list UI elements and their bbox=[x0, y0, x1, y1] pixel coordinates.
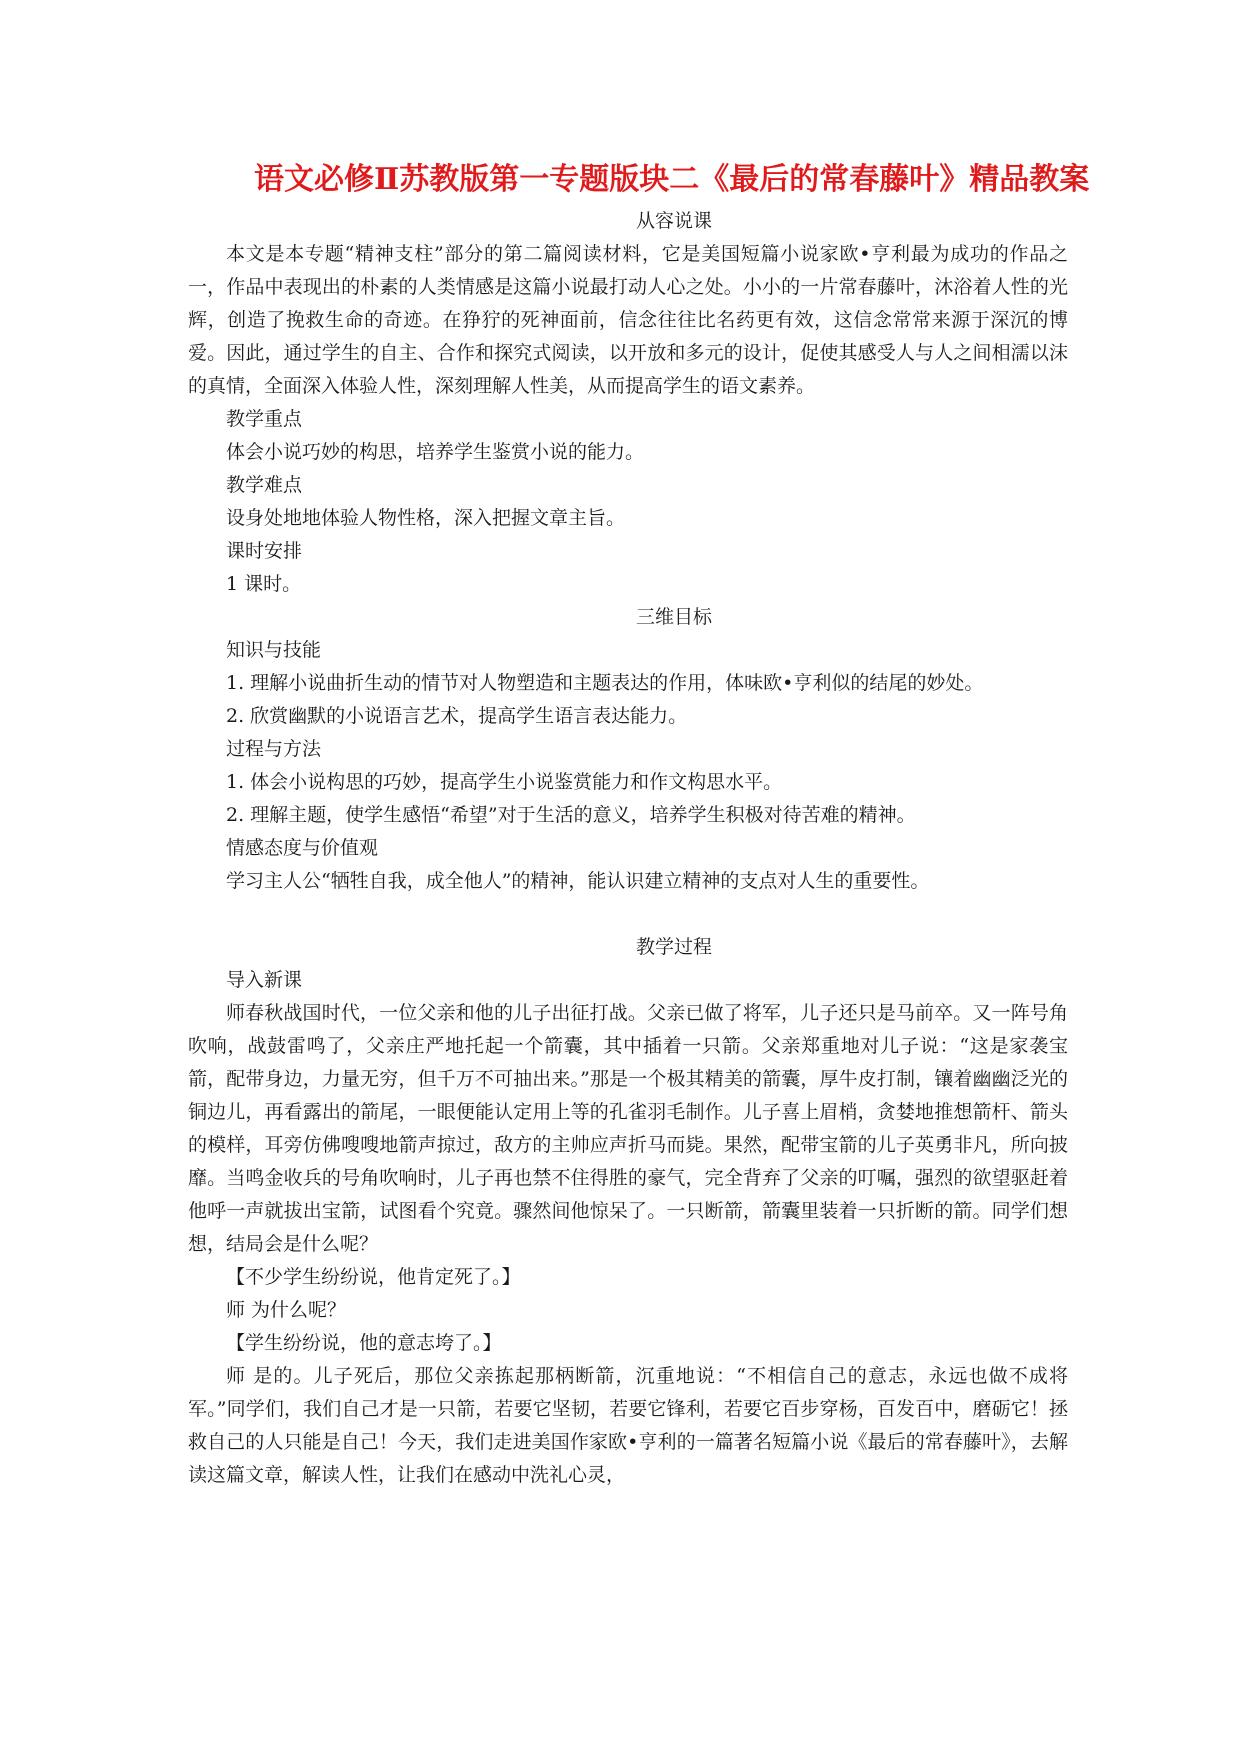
knowledge-skills-label: 知识与技能 bbox=[226, 639, 322, 661]
process-method-item-1: 1. 体会小说构思的巧妙，提高学生小说鉴赏能力和作文构思水平。 bbox=[226, 771, 783, 793]
emotion-values-label: 情感态度与价值观 bbox=[226, 837, 379, 859]
process-method-label: 过程与方法 bbox=[226, 738, 322, 760]
intro-new-lesson-label: 导入新课 bbox=[226, 969, 303, 991]
story-paragraph: 师春秋战国时代，一位父亲和他的儿子出征打战。父亲已做了将军，儿子还只是马前卒。又一阵号角吹响，战鼓雷鸣了，父亲庄严地托起一个箭囊，其中插着一只箭。父亲郑重地对儿子说：“这是家袭宝箭，配带身边，力量无穷，但千万不可抽出来。”那是一个极其精美的箭囊，厚牛皮打制，镶着幽幽泛光的铜边儿，再看露出的箭尾，一眼便能认定用上等的孔雀羽毛制作。儿子喜上眉梢，贪婪地推想箭杆、箭头的模样，耳旁仿佛嗖嗖地箭声掠过，敌方的主帅应声折马而毙。果然，配带宝箭的儿子英勇非凡，所向披靡。当鸣金收兵的号角吹响时，儿子再也禁不住得胜的豪气，完全背弃了父亲的叮嘱，强烈的欲望驱赶着他呼一声就拔出宝箭，试图看个究竟。骤然间他惊呆了。一只断箭，箭囊里装着一只折断的箭。同学们想想，结局会是什么呢？ bbox=[188, 1002, 1068, 1255]
teacher-question: 师 为什么呢？ bbox=[226, 1299, 347, 1321]
section-heading-lecture: 从容说课 bbox=[635, 210, 712, 232]
process-method-item-2: 2. 理解主题，使学生感悟“希望”对于生活的意义，培养学生积极对待苦难的精神。 bbox=[226, 804, 916, 826]
student-response-1: 【不少学生纷纷说，他肯定死了。】 bbox=[226, 1266, 521, 1288]
teacher-conclusion-paragraph: 师 是的。儿子死后，那位父亲拣起那柄断箭，沉重地说：“不相信自己的意志，永远也做不成将军。”同学们，我们自己才是一只箭，若要它坚韧，若要它锋利，若要它百步穿杨，百发百中，磨砺它！拯救自己的人只能是自己！今天，我们走进美国作家欧•亨利的一篇著名短篇小说《最后的常春藤叶》，去解读这篇文章，解读人性，让我们在感动中洗礼心灵， bbox=[188, 1365, 1068, 1486]
knowledge-skills-item-1: 1. 理解小说曲折生动的情节对人物塑造和主题表达的作用，体味欧•亨利似的结尾的妙处。 bbox=[226, 672, 984, 694]
difficulty-label: 教学难点 bbox=[226, 474, 303, 496]
student-response-2: 【学生纷纷说，他的意志垮了。】 bbox=[226, 1332, 502, 1354]
schedule-label: 课时安排 bbox=[226, 540, 303, 562]
difficulty-text: 设身处地地体验人物性格，深入把握文章主旨。 bbox=[226, 507, 626, 529]
schedule-text: 1 课时。 bbox=[226, 573, 302, 595]
knowledge-skills-item-2: 2. 欣赏幽默的小说语言艺术，提高学生语言表达能力。 bbox=[226, 705, 688, 727]
intro-paragraph: 本文是本专题“精神支柱”部分的第二篇阅读材料，它是美国短篇小说家欧•亨利最为成功的作品之一，作品中表现出的朴素的人类情感是这篇小说最打动人心之处。小小的一片常春藤叶，沐浴着人性的光辉，创造了挽救生命的奇迹。在狰狞的死神面前，信念往往比名药更有效，这信念常常来源于深沉的博爱。因此，通过学生的自主、合作和探究式阅读，以开放和多元的设计，促使其感受人与人之间相濡以沫的真情，全面深入体验人性，深刻理解人性美，从而提高学生的语文素养。 bbox=[188, 243, 1068, 397]
document-page bbox=[188, 158, 1090, 1492]
emotion-values-text: 学习主人公“牺牲自我，成全他人”的精神，能认识建立精神的支点对人生的重要性。 bbox=[226, 870, 930, 892]
document-title: 语文必修Ⅱ苏教版第一专题版块二《最后的常春藤叶》精品教案 bbox=[254, 162, 1090, 197]
section-heading-goals: 三维目标 bbox=[635, 606, 712, 628]
section-heading-process: 教学过程 bbox=[635, 936, 712, 958]
key-points-label: 教学重点 bbox=[226, 408, 303, 430]
section-spacer bbox=[188, 898, 1068, 931]
key-points-text: 体会小说巧妙的构思，培养学生鉴赏小说的能力。 bbox=[226, 441, 645, 463]
